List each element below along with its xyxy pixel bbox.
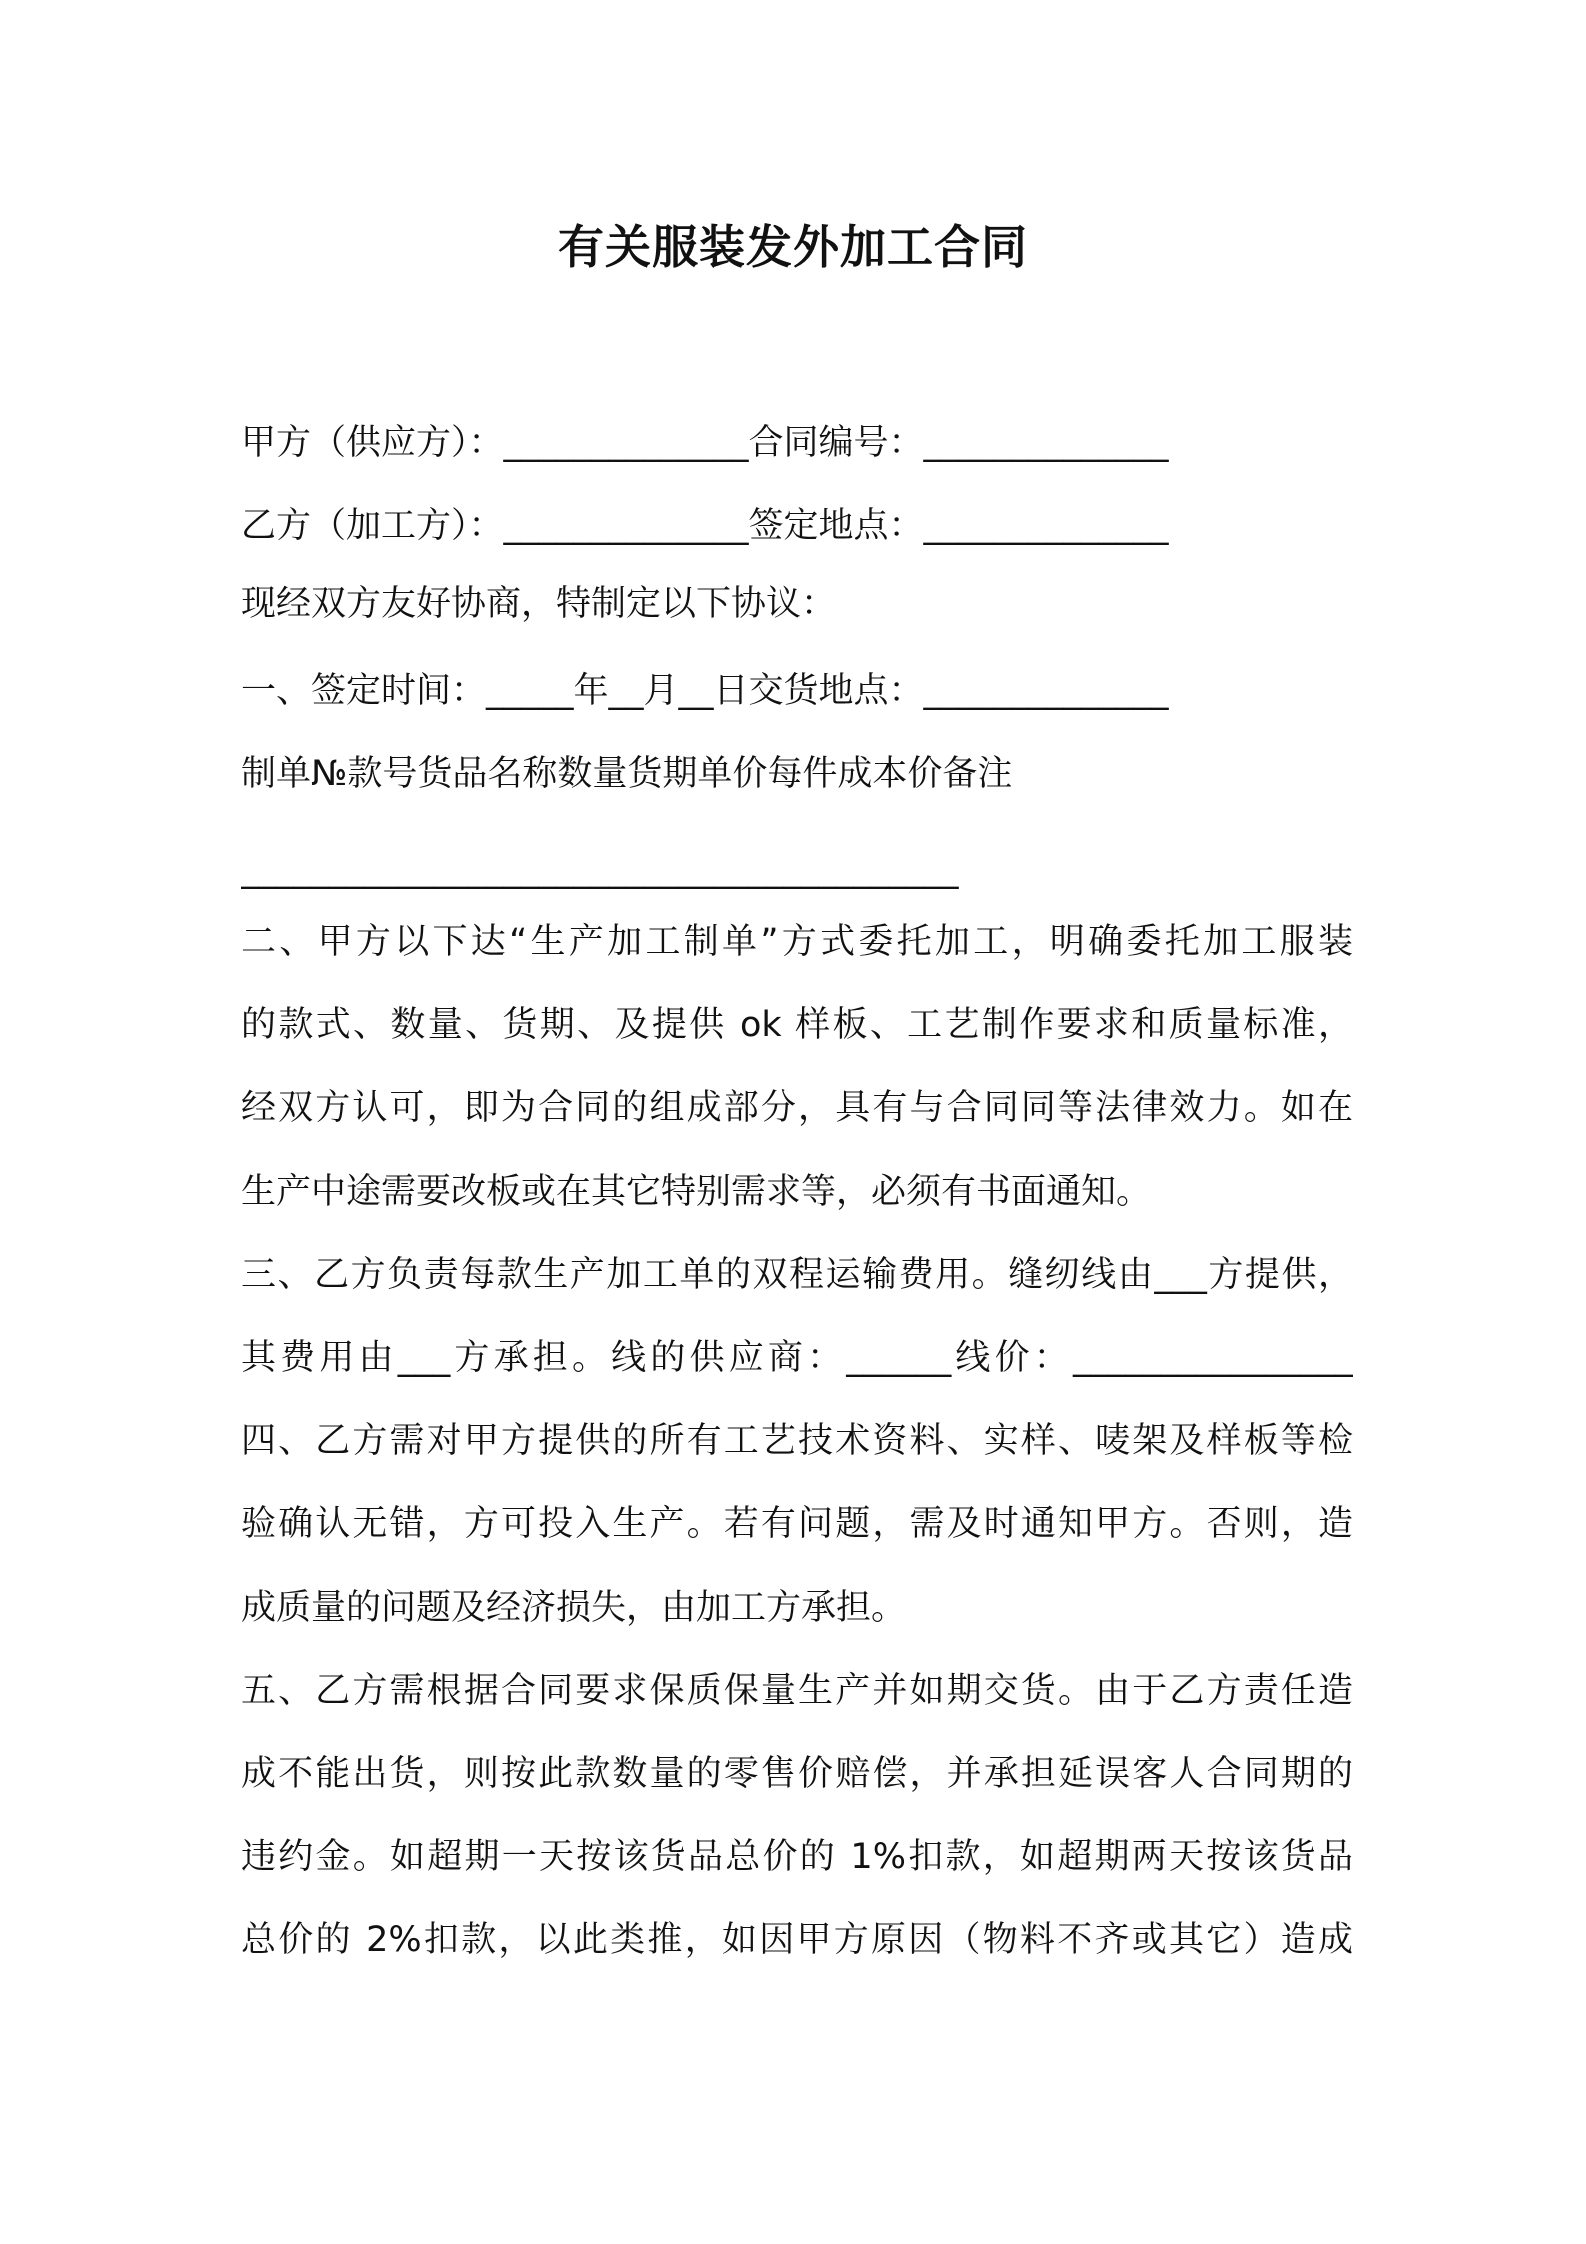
- clause-1-line: 一、签定时间：_____年__月__日交货地点：______________: [241, 671, 1169, 711]
- order-table-header: 制单№款号货品名称数量货期单价每件成本价备注: [241, 754, 1013, 794]
- party-a-line: 甲方（供应方）：______________合同编号：______________: [241, 423, 1169, 463]
- clause-2-line-3: 经双方认可，即为合同的组成部分，具有与合同同等法律效力。如在: [241, 1088, 1353, 1128]
- clause-2-line-2: 的款式、数量、货期、及提供 ok 样板、工艺制作要求和质量标准，: [241, 1005, 1353, 1045]
- clause-2-line-1: 二、甲方以下达“生产加工制单”方式委托加工，明确委托加工服装: [241, 922, 1353, 962]
- document-title: 有关服装发外加工合同: [558, 220, 1028, 274]
- clause-4-line-1: 四、乙方需对甲方提供的所有工艺技术资料、实样、唛架及样板等检: [241, 1421, 1353, 1461]
- clause-5-line-2: 成不能出货，则按此款数量的零售价赔偿，并承担延误客人合同期的: [241, 1754, 1353, 1794]
- clause-2-line-4: 生产中途需要改板或在其它特别需求等，必须有书面通知。: [241, 1172, 1152, 1212]
- clause-5-line-1: 五、乙方需根据合同要求保质保量生产并如期交货。由于乙方责任造: [241, 1671, 1353, 1711]
- clause-4-line-2: 验确认无错，方可投入生产。若有问题，需及时通知甲方。否则，造: [241, 1504, 1353, 1544]
- clause-3-line-1: 三、乙方负责每款生产加工单的双程运输费用。缝纫线由___方提供，: [241, 1255, 1353, 1295]
- intro-line: 现经双方友好协商，特制定以下协议：: [241, 584, 837, 624]
- clause-4-line-3: 成质量的问题及经济损失，由加工方承担。: [241, 1588, 907, 1628]
- order-table-blank: _________________________________________: [241, 850, 959, 890]
- clause-5-line-3: 违约金。如超期一天按该货品总价的 1%扣款，如超期两天按该货品: [241, 1837, 1353, 1877]
- clause-5-line-4: 总价的 2%扣款，以此类推，如因甲方原因（物料不齐或其它）造成: [241, 1920, 1353, 1960]
- party-b-line: 乙方（加工方）：______________签定地点：______________: [241, 506, 1169, 546]
- clause-3-line-2: 其费用由___方承担。线的供应商：______线价：________________: [241, 1338, 1353, 1378]
